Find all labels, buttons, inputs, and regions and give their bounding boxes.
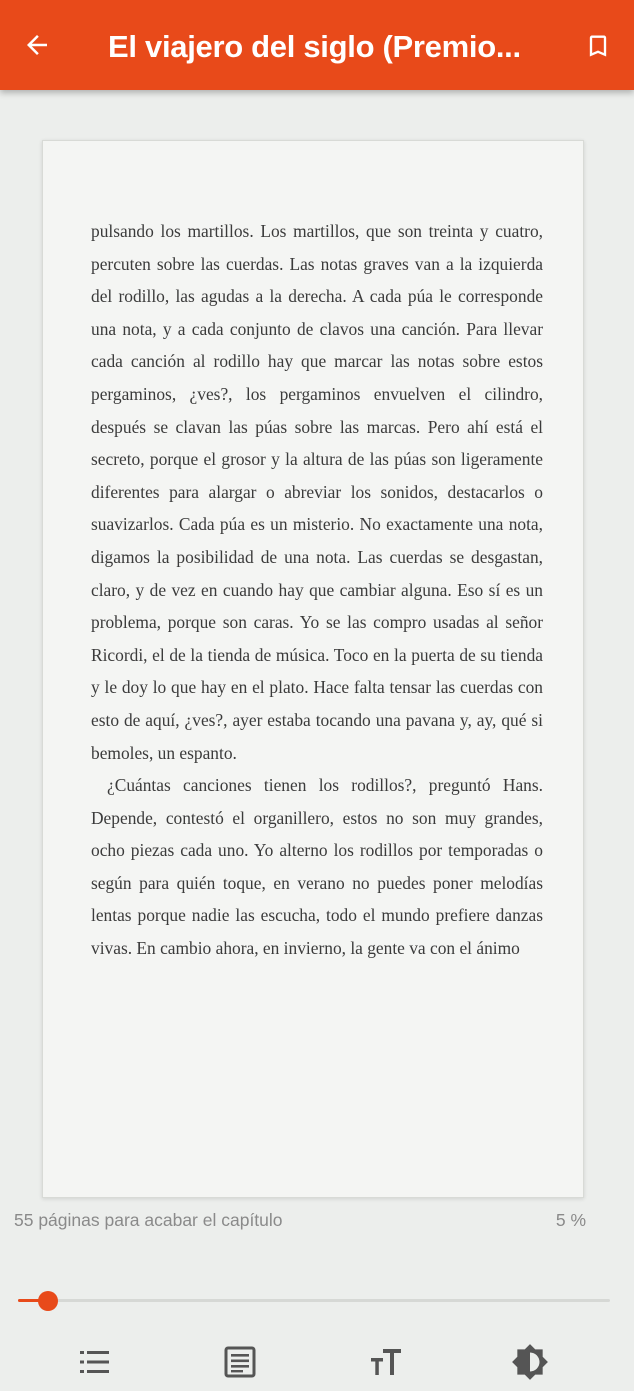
font-size-button[interactable]: [364, 1340, 408, 1384]
slider-thumb[interactable]: [38, 1291, 58, 1311]
page-text: [91, 215, 543, 965]
brightness-icon: [511, 1343, 549, 1381]
progress-slider[interactable]: [18, 1288, 610, 1314]
brightness-button[interactable]: [508, 1340, 552, 1384]
bookmark-button[interactable]: [576, 24, 620, 68]
table-of-contents-button[interactable]: [72, 1340, 116, 1384]
book-title: El viajero del siglo (Premio...: [108, 29, 521, 64]
page-view-button[interactable]: [218, 1340, 262, 1384]
arrow-left-icon: [22, 30, 52, 60]
percent-label: 5 %: [555, 1210, 586, 1230]
text-size-icon: [367, 1345, 405, 1379]
app-bar: [0, 0, 634, 90]
page-icon: [223, 1345, 257, 1379]
bookmark-icon: [584, 31, 612, 61]
page-card[interactable]: [42, 140, 584, 1198]
bottom-toolbar: [0, 1330, 634, 1391]
slider-track: [18, 1299, 610, 1302]
paragraph: ¿Cuántas canciones tienen los rodillos?, preguntó Hans. Depende, contestó el organillero, estos no son muy grandes, ocho piezas cada uno. Yo alterno los rodillos por temporadas o según para quién toque, en verano no puedes poner melodías lentas porque nadie las escucha, todo el mundo prefiere danzas vivas. En cambio ahora, en invierno, la gente va con el ánimo: [91, 775, 543, 959]
back-button[interactable]: [14, 22, 60, 68]
chapter-progress: [14, 1210, 586, 1236]
list-icon: [76, 1346, 112, 1378]
pages-left-label: 55 páginas para acabar el capítulo: [14, 1210, 283, 1230]
paragraph: pulsando los martillos. Los martillos, que son treinta y cuatro, percuten sobre las cuerdas. Las notas graves van a la izquierda del rodillo, las agudas a la derecha. A cada púa le corresponde una nota, y a cada conjunto de clavos una canción. Para llevar cada canción al rodillo hay que marcar las notas sobre estos pergaminos, ¿ves?, los pergaminos envuelven el cilindro, después se clavan las púas sobre las marcas. Pero ahí está el secreto, porque el grosor y la altura de las púas son ligeramente diferentes para alargar o abreviar los sonidos, destacarlos o suavizarlos. Cada púa es un misterio. No exactamente una nota, digamos la posibilidad de una nota. Las cuerdas se desgastan, claro, y de vez en cuando hay que cambiar alguna. Eso sí es un problema, porque son caras. Yo se las compro usadas al señor Ricordi, el de la tienda de música. Toco en la puerta de su tienda y le doy lo que hay en el plato. Hace falta tensar las cuerdas con esto de aquí, ¿ves?, ayer estaba tocando una pavana y, ay, qué si bemoles, un espanto.: [91, 221, 543, 763]
